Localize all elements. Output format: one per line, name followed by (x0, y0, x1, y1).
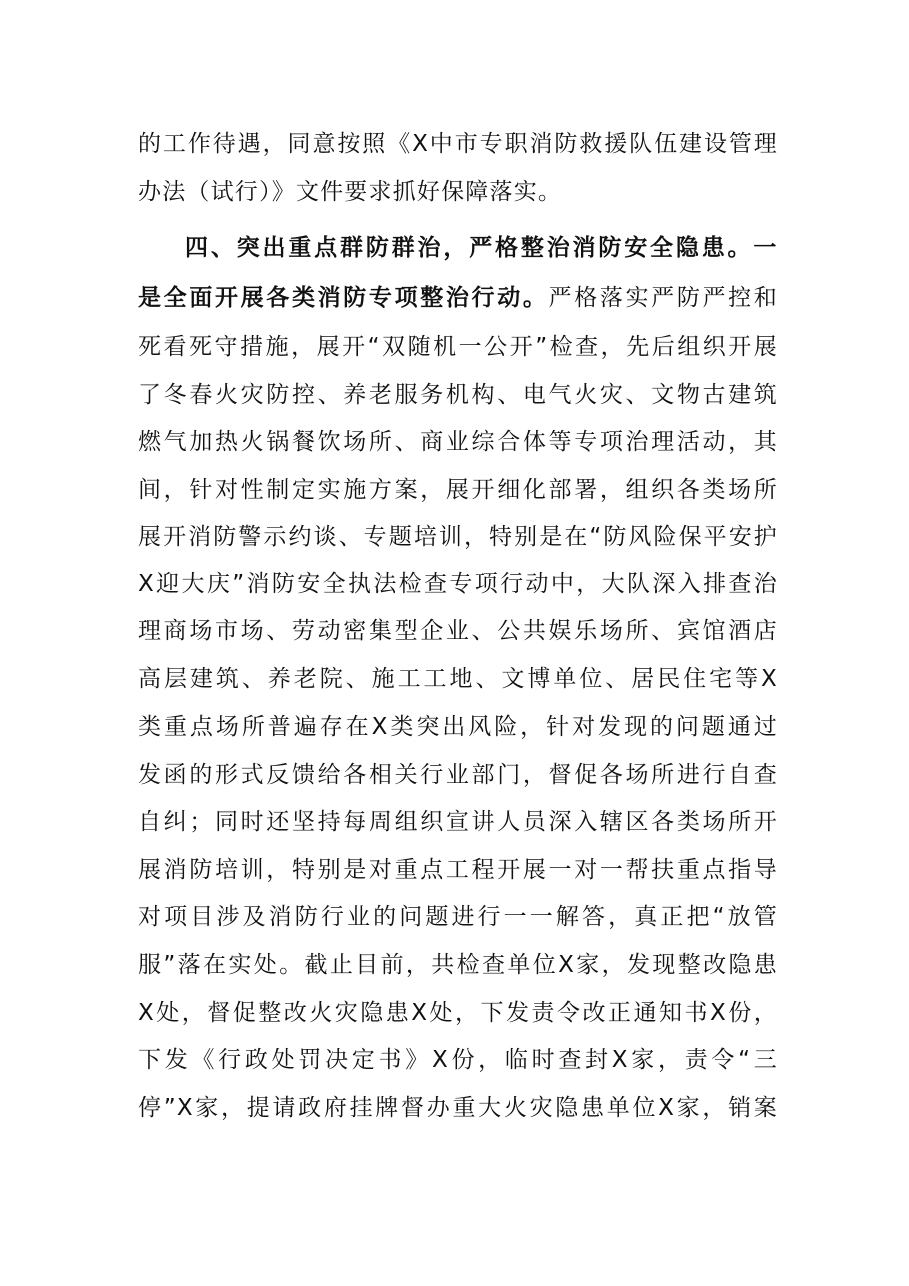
body-text-line (138, 327, 778, 367)
body-text-line (138, 517, 778, 557)
text-run: 燃气加热火锅餐饮场所、商业综合体等专项治理活动，其 (138, 429, 778, 455)
text-run: 下发《行政处罚决定书》X份，临时查封X家，责令“三 (138, 1047, 778, 1073)
section-heading-line (185, 228, 778, 268)
body-text-line (138, 707, 778, 747)
body-text-line (138, 897, 778, 937)
text-run: 展消防培训，特别是对重点工程开展一对一帮扶重点指导 (138, 857, 778, 883)
body-text-line (138, 422, 778, 462)
body-text-line (138, 659, 778, 699)
body-text-line (138, 993, 778, 1033)
text-run: 了冬春火灾防控、养老服务机构、电气火灾、文物古建筑 (138, 382, 778, 408)
body-text-line (138, 755, 778, 795)
body-text-line (138, 375, 778, 415)
text-run: 的工作待遇，同意按照《X中市专职消防救援队伍建设管理 (138, 131, 778, 157)
body-text-line (138, 1040, 778, 1080)
heading-text: 四、突出重点群防群治，严格整治消防安全隐患。一 (185, 235, 778, 261)
body-text-line (138, 945, 778, 985)
text-run: 服”落在实处。截止目前，共检查单位X家，发现整改隐患 (138, 952, 778, 978)
body-text-line (138, 802, 778, 842)
text-run: X迎大庆”消防安全执法检查专项行动中，大队深入排查治 (138, 571, 778, 597)
text-run: 严格落实严防严控和 (548, 285, 778, 311)
text-run: 间，针对性制定实施方案，展开细化部署，组织各类场所 (138, 477, 778, 503)
body-text-line (138, 470, 778, 510)
body-text-line (138, 124, 778, 164)
text-run: 高层建筑、养老院、施工工地、文博单位、居民住宅等X (138, 666, 778, 692)
body-text-line (138, 1088, 778, 1128)
text-run: 类重点场所普遍存在X类突出风险，针对发现的问题通过 (138, 714, 778, 740)
body-text-line (138, 564, 778, 604)
body-text-line (138, 278, 778, 318)
body-text-line (138, 172, 778, 212)
text-run: X处，督促整改火灾隐患X处，下发责令改正通知书X份， (138, 1000, 778, 1026)
text-run: 理商场市场、劳动密集型企业、公共娱乐场所、宾馆酒店 (138, 618, 778, 644)
text-run: 展开消防警示约谈、专题培训，特别是在“防风险保平安护 (138, 524, 778, 550)
subheading-text: 是全面开展各类消防专项整治行动。 (138, 285, 549, 311)
text-run: 死看死守措施，展开“双随机一公开”检查，先后组织开展 (138, 334, 778, 360)
text-run: 自纠；同时还坚持每周组织宣讲人员深入辖区各类场所开 (138, 809, 778, 835)
text-run: 对项目涉及消防行业的问题进行一一解答，真正把“放管 (138, 904, 778, 930)
text-run: 发函的形式反馈给各相关行业部门，督促各场所进行自查 (138, 762, 778, 788)
text-run: 停”X家，提请政府挂牌督办重大火灾隐患单位X家，销案 (138, 1095, 778, 1121)
body-text-line (138, 850, 778, 890)
body-text-line (138, 611, 778, 651)
text-run: 办法（试行）》文件要求抓好保障落实。 (138, 179, 563, 205)
